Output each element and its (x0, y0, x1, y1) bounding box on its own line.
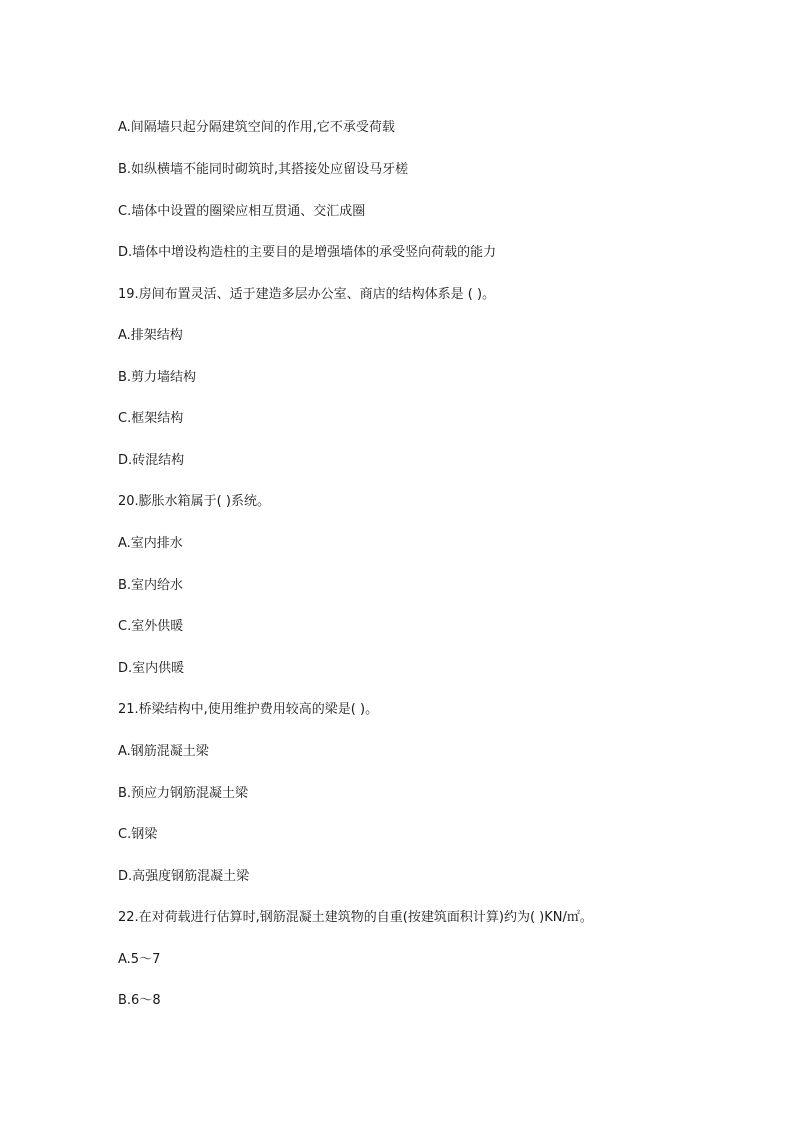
q19-option-b: B.剪力墙结构 (118, 370, 197, 385)
q22-option-a: A.5～7 (118, 952, 161, 967)
q21-option-b: B.预应力钢筋混凝土梁 (118, 786, 249, 801)
q20-option-c: C.室外供暖 (118, 619, 184, 634)
q18-option-a: A.间隔墙只起分隔建筑空间的作用,它不承受荷载 (118, 120, 395, 135)
q18-option-c: C.墙体中设置的圈梁应相互贯通、交汇成圈 (118, 204, 366, 219)
q19-option-a: A.排架结构 (118, 328, 183, 343)
question-21: 21.桥梁结构中,使用维护费用较高的梁是( )。 (118, 702, 379, 717)
q19-option-d: D.砖混结构 (118, 453, 185, 468)
q18-option-d: D.墙体中增设构造柱的主要目的是增强墙体的承受竖向荷载的能力 (118, 245, 497, 260)
q20-option-b: B.室内给水 (118, 578, 184, 593)
question-22: 22.在对荷载进行估算时,钢筋混凝土建筑物的自重(按建筑面积计算)约为( )KN/㎡。 (118, 910, 593, 925)
q21-option-a: A.钢筋混凝土梁 (118, 744, 209, 759)
q22-option-b: B.6～8 (118, 993, 161, 1008)
question-19: 19.房间布置灵活、适于建造多层办公室、商店的结构体系是 ( )。 (118, 287, 496, 302)
q21-option-d: D.高强度钢筋混凝土梁 (118, 869, 250, 884)
q20-option-a: A.室内排水 (118, 536, 183, 551)
q18-option-b: B.如纵横墙不能同时砌筑时,其搭接处应留设马牙槎 (118, 162, 409, 177)
q21-option-c: C.钢梁 (118, 827, 158, 842)
q20-option-d: D.室内供暖 (118, 661, 185, 676)
q19-option-c: C.框架结构 (118, 411, 184, 426)
question-20: 20.膨胀水箱属于( )系统。 (118, 494, 270, 509)
